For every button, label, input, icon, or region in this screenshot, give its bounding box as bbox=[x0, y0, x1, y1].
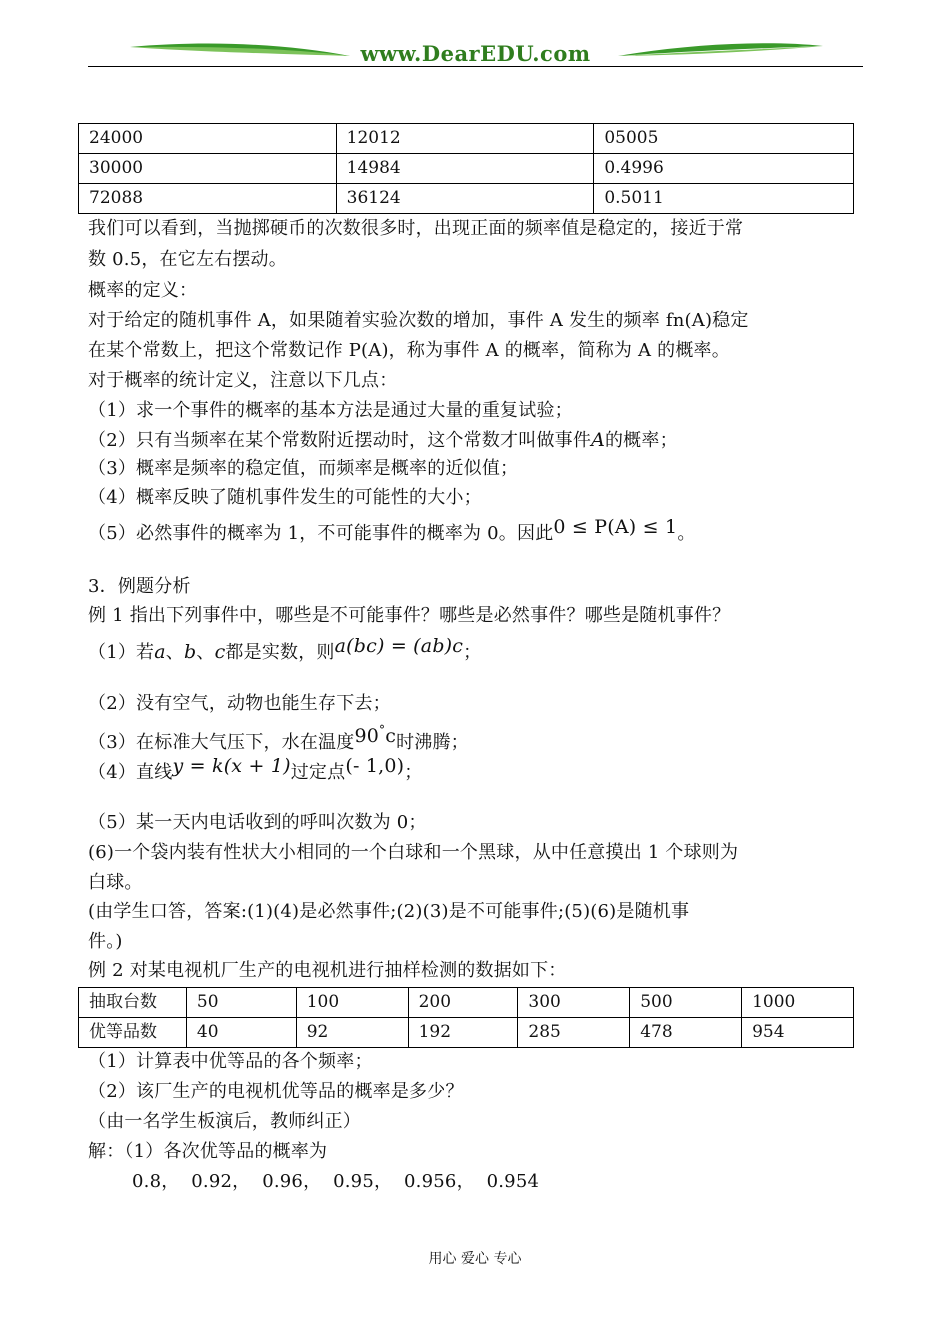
list-item: （1）求一个事件的概率的基本方法是通过大量的重复试验； bbox=[88, 400, 573, 421]
table-cell: 0.4996 bbox=[594, 154, 854, 184]
table-cell: 24000 bbox=[79, 124, 337, 154]
text: 时沸腾； bbox=[396, 732, 469, 753]
header-divider bbox=[88, 66, 863, 67]
paragraph-line: 我们可以看到，当抛掷硬币的次数很多时，出现正面的频率值是稳定的，接近于常 bbox=[88, 218, 744, 239]
list-item: （5）某一天内电话收到的呼叫次数为 0； bbox=[88, 812, 427, 833]
text: 都是实数，则 bbox=[225, 642, 335, 663]
table-row bbox=[79, 154, 854, 184]
math-inline: y = k(x + 1) bbox=[172, 755, 291, 777]
table-cell: 0.5011 bbox=[594, 184, 854, 214]
paragraph-line: 对于给定的随机事件 A，如果随着实验次数的增加，事件 A 发生的频率 fn(A)稳定 bbox=[88, 310, 749, 331]
math-unit: c bbox=[385, 725, 397, 747]
table-cell: 192 bbox=[408, 1018, 518, 1048]
answer-note: 件。) bbox=[88, 931, 123, 952]
list-item bbox=[88, 755, 423, 785]
math-inline: (- 1,0) bbox=[345, 755, 405, 777]
table-header-cell: 优等品数 bbox=[79, 1018, 187, 1048]
math-inline: b bbox=[184, 641, 197, 663]
math-inline: 0 ≤ P(A) ≤ 1 bbox=[553, 516, 678, 538]
text: 。 bbox=[677, 523, 696, 544]
table-cell: 200 bbox=[408, 988, 518, 1018]
paragraph-line: 数 0.5，在它左右摆动。 bbox=[88, 249, 287, 270]
table-row bbox=[79, 124, 854, 154]
table-cell: 30000 bbox=[79, 154, 337, 184]
table-row bbox=[79, 988, 854, 1018]
math-inline: a(bc) = (ab)c bbox=[334, 635, 464, 657]
list-item: （3）概率是频率的稳定值，而频率是概率的近似值； bbox=[88, 458, 519, 479]
solution-values: 0.8， 0.92， 0.96， 0.95， 0.956， 0.954 bbox=[132, 1171, 540, 1192]
table-row bbox=[79, 184, 854, 214]
text: 的概率； bbox=[604, 430, 678, 451]
text: ； bbox=[463, 642, 482, 663]
solution-line: 解：（1）各次优等品的概率为 bbox=[88, 1141, 328, 1162]
section-heading: 概率的定义： bbox=[88, 280, 198, 301]
list-item: (6)一个袋内装有性状大小相同的一个白球和一个黑球，从中任意摸出 1 个球则为 bbox=[88, 842, 739, 863]
math-inline: c bbox=[214, 641, 226, 663]
table-cell: 36124 bbox=[336, 184, 594, 214]
table-cell: 14984 bbox=[336, 154, 594, 184]
math-inline: a bbox=[154, 641, 166, 663]
answer-note: (由学生口答，答案:(1)(4)是必然事件;(2)(3)是不可能事件;(5)(6)是随机事 bbox=[88, 901, 690, 922]
table-cell: 12012 bbox=[336, 124, 594, 154]
page-header bbox=[88, 36, 863, 70]
paragraph-line: 在某个常数上，把这个常数记作 P(A)，称为事件 A 的概率，简称为 A 的概率。 bbox=[88, 340, 730, 361]
table-cell: 72088 bbox=[79, 184, 337, 214]
text: 、 bbox=[165, 642, 184, 663]
math-inline: A bbox=[591, 429, 605, 451]
list-item: 白球。 bbox=[88, 872, 143, 893]
paragraph-line: （由一名学生板演后，教师纠正） bbox=[88, 1111, 361, 1132]
table-cell: 478 bbox=[630, 1018, 742, 1048]
site-logo-text: www.DearEDU.com bbox=[360, 41, 591, 66]
text: （3）在标准大气压下，水在温度 bbox=[88, 732, 355, 753]
table-header-cell: 抽取台数 bbox=[79, 988, 187, 1018]
text: 过定点 bbox=[290, 762, 346, 783]
table-row bbox=[79, 1018, 854, 1048]
table-cell: 05005 bbox=[594, 124, 854, 154]
table-cell: 954 bbox=[742, 1018, 854, 1048]
paragraph-line: 例 1 指出下列事件中，哪些是不可能事件？哪些是必然事件？哪些是随机事件？ bbox=[88, 605, 731, 626]
text: （5）必然事件的概率为 1，不可能事件的概率为 0。因此 bbox=[88, 523, 554, 544]
section-heading: 3．例题分析 bbox=[88, 576, 191, 597]
table-cell: 300 bbox=[518, 988, 630, 1018]
text: （2）只有当频率在某个常数附近摆动时，这个常数才叫做事件 bbox=[88, 430, 592, 451]
list-item: （1）计算表中优等品的各个频率； bbox=[88, 1051, 373, 1072]
math-inline bbox=[354, 725, 396, 747]
list-item bbox=[88, 516, 696, 546]
list-item bbox=[88, 635, 482, 665]
paragraph-line: 例 2 对某电视机厂生产的电视机进行抽样检测的数据如下： bbox=[88, 960, 567, 981]
table-cell: 92 bbox=[296, 1018, 408, 1048]
text: ； bbox=[404, 762, 423, 783]
coin-toss-table bbox=[78, 123, 854, 214]
list-item bbox=[88, 428, 678, 453]
table-cell: 1000 bbox=[742, 988, 854, 1018]
list-item: （2）该厂生产的电视机优等品的概率是多少？ bbox=[88, 1081, 464, 1102]
table-cell: 100 bbox=[296, 988, 408, 1018]
table-cell: 50 bbox=[186, 988, 296, 1018]
text: （1）若 bbox=[88, 642, 155, 663]
text: （4）直线 bbox=[88, 762, 173, 783]
table-cell: 285 bbox=[518, 1018, 630, 1048]
math-number: 90 bbox=[354, 725, 380, 747]
page-footer: 用心 爱心 专心 bbox=[428, 1251, 522, 1267]
tv-sampling-table bbox=[78, 987, 854, 1048]
paragraph-line: 对于概率的统计定义，注意以下几点： bbox=[88, 370, 398, 391]
text: 、 bbox=[196, 642, 215, 663]
list-item: （2）没有空气，动物也能生存下去； bbox=[88, 693, 391, 714]
list-item bbox=[88, 724, 469, 755]
table-cell: 500 bbox=[630, 988, 742, 1018]
list-item: （4）概率反映了随机事件发生的可能性的大小； bbox=[88, 487, 482, 508]
table-cell: 40 bbox=[186, 1018, 296, 1048]
degree-symbol: ° bbox=[379, 723, 386, 737]
